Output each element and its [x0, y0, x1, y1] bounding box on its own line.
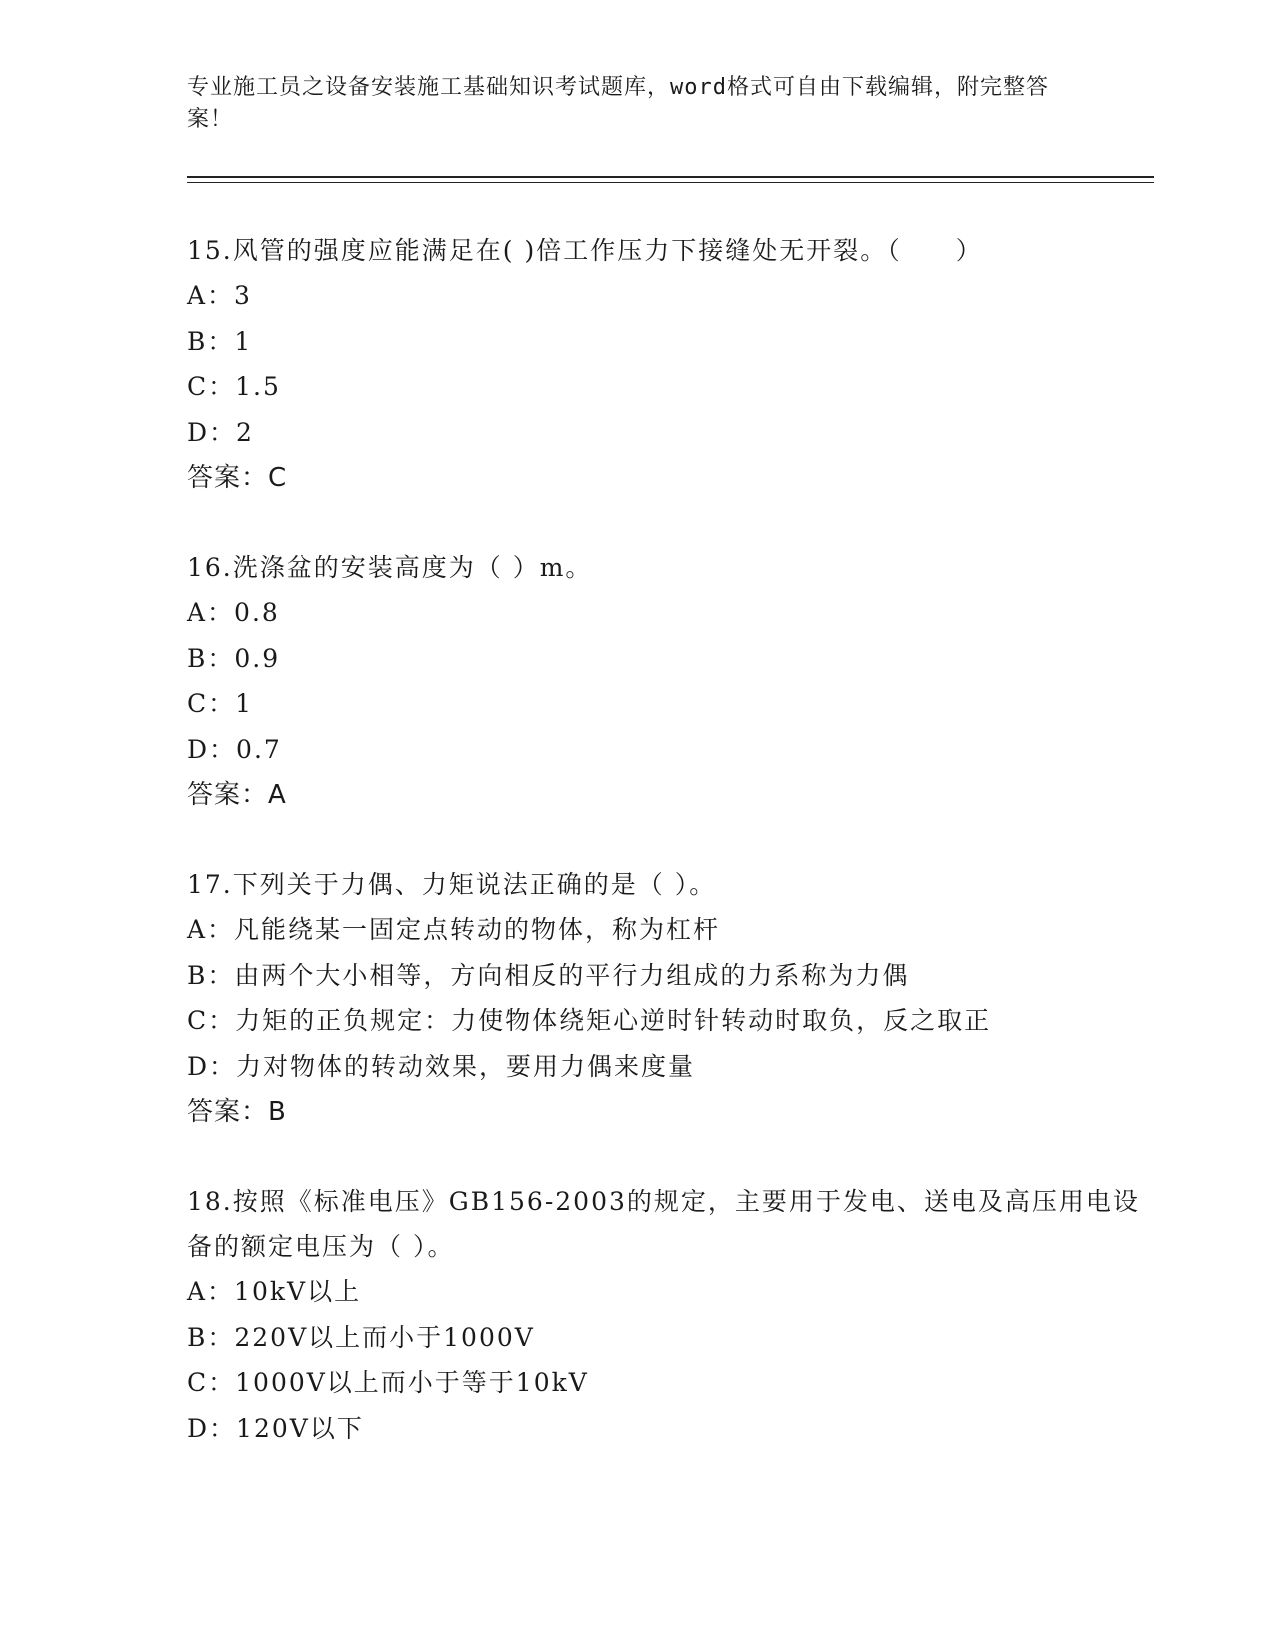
option-a: A：3: [187, 281, 252, 310]
option-d: D：0.7: [187, 734, 282, 764]
option-c: C：1.5: [187, 372, 281, 401]
document-header: 专业施工员之设备安装施工基础知识考试题库，word格式可自由下载编辑，附完整答案！: [187, 75, 1049, 132]
answer-line: 答案：A: [187, 780, 287, 810]
question-16: [187, 545, 1147, 818]
option-c: C：1000V以上而小于等于10kV: [187, 1368, 589, 1397]
question-stem: 18.按照《标准电压》GB156-2003的规定，主要用于发电、送电及高压用电设备的额定电压为（ ）。: [187, 1187, 1140, 1261]
option-a: A：0.8: [187, 598, 280, 627]
option-d: D：力对物体的转动效果，要用力偶来度量: [187, 1051, 696, 1081]
question-list: [187, 228, 1147, 1495]
option-b: B：220V以上而小于1000V: [187, 1322, 535, 1352]
option-b: B：由两个大小相等，方向相反的平行力组成的力系称为力偶: [187, 960, 910, 990]
option-d: D：2: [187, 417, 254, 447]
question-stem: 16.洗涤盆的安装高度为（ ）m。: [187, 553, 593, 582]
option-a: A：10kV以上: [187, 1277, 362, 1306]
question-18: [187, 1179, 1147, 1451]
question-17: [187, 862, 1147, 1135]
question-15: [187, 228, 1147, 501]
option-d: D：120V以下: [187, 1413, 364, 1443]
option-b: B：1: [187, 326, 253, 356]
question-stem: 15.风管的强度应能满足在( )倍工作压力下接缝处无开裂。（ ）: [187, 236, 983, 265]
option-c: C：1: [187, 689, 254, 718]
question-stem: 17.下列关于力偶、力矩说法正确的是（ ）。: [187, 870, 717, 899]
answer-line: 答案：C: [187, 463, 288, 493]
option-c: C：力矩的正负规定：力使物体绕矩心逆时针转动时取负，反之取正: [187, 1006, 992, 1035]
answer-line: 答案：B: [187, 1097, 287, 1127]
header-divider: [187, 176, 1154, 178]
option-a: A：凡能绕某一固定点转动的物体，称为杠杆: [187, 915, 721, 944]
header-divider-thin: [187, 182, 1154, 183]
option-b: B：0.9: [187, 643, 281, 673]
